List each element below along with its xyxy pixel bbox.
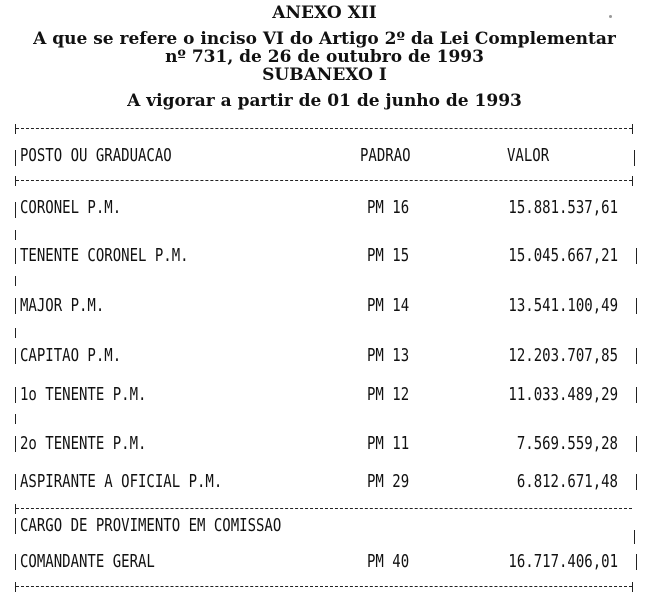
table-top-rule bbox=[16, 128, 632, 129]
right-border bbox=[634, 150, 635, 166]
row-valor: 11.033.489,29 bbox=[508, 385, 618, 405]
table-bottom-rule bbox=[16, 586, 632, 587]
section-rule bbox=[16, 508, 632, 509]
row-padrao: PM 11 bbox=[367, 434, 410, 454]
row-valor: 13.541.100,49 bbox=[508, 296, 618, 316]
right-border bbox=[636, 436, 637, 452]
row-posto: 2o TENENTE P.M. bbox=[20, 434, 147, 454]
left-border bbox=[15, 230, 16, 240]
right-border bbox=[636, 348, 637, 364]
right-border bbox=[636, 474, 637, 490]
right-border bbox=[632, 582, 633, 592]
right-border bbox=[636, 554, 637, 570]
scan-speck bbox=[609, 15, 612, 18]
right-border bbox=[632, 124, 633, 134]
row-padrao: PM 29 bbox=[367, 472, 410, 492]
left-border bbox=[15, 504, 16, 514]
col-header-padrao: PADRAO bbox=[360, 146, 411, 166]
left-border bbox=[15, 202, 16, 218]
left-border bbox=[15, 298, 16, 314]
row-posto: COMANDANTE GERAL bbox=[20, 552, 155, 572]
left-border bbox=[15, 518, 16, 534]
row-posto: ASPIRANTE A OFICIAL P.M. bbox=[20, 472, 223, 492]
annex-law-date: nº 731, de 26 de outubro de 1993 bbox=[165, 47, 484, 67]
row-padrao: PM 15 bbox=[367, 246, 410, 266]
header-bottom-rule bbox=[16, 180, 632, 181]
row-valor: 7.569.559,28 bbox=[516, 434, 618, 454]
row-padrao: PM 14 bbox=[367, 296, 410, 316]
row-padrao: PM 12 bbox=[367, 385, 410, 405]
left-border bbox=[15, 414, 16, 424]
left-border bbox=[15, 387, 16, 403]
annex-title: ANEXO XII bbox=[272, 3, 377, 23]
left-border bbox=[15, 276, 16, 286]
row-valor: 12.203.707,85 bbox=[508, 346, 618, 366]
left-border bbox=[15, 150, 16, 166]
row-padrao: PM 13 bbox=[367, 346, 410, 366]
left-border bbox=[15, 582, 16, 592]
right-border bbox=[636, 387, 637, 403]
row-posto: MAJOR P.M. bbox=[20, 296, 105, 316]
left-border bbox=[15, 554, 16, 570]
annex-reference: A que se refere o inciso VI do Artigo 2º da Lei Complementar bbox=[33, 29, 616, 49]
row-posto: 1o TENENTE P.M. bbox=[20, 385, 147, 405]
row-padrao: PM 16 bbox=[367, 198, 410, 218]
row-posto: CORONEL P.M. bbox=[20, 198, 122, 218]
col-header-valor: VALOR bbox=[507, 146, 550, 166]
row-posto: TENENTE CORONEL P.M. bbox=[20, 246, 189, 266]
effective-date: A vigorar a partir de 01 de junho de 1993 bbox=[127, 91, 522, 111]
row-valor: 15.881.537,61 bbox=[508, 198, 618, 218]
right-border bbox=[636, 298, 637, 314]
left-border bbox=[15, 348, 16, 364]
row-valor: 16.717.406,01 bbox=[508, 552, 618, 572]
row-valor: 6.812.671,48 bbox=[516, 472, 618, 492]
right-border bbox=[634, 530, 635, 544]
row-posto: CAPITAO P.M. bbox=[20, 346, 122, 366]
section-heading: CARGO DE PROVIMENTO EM COMISSAO bbox=[20, 516, 282, 536]
left-border bbox=[15, 248, 16, 264]
row-valor: 15.045.667,21 bbox=[508, 246, 618, 266]
right-border bbox=[636, 248, 637, 264]
left-border bbox=[15, 124, 16, 134]
subannex-title: SUBANEXO I bbox=[262, 65, 387, 85]
left-border bbox=[15, 474, 16, 490]
col-header-posto: POSTO OU GRADUACAO bbox=[20, 146, 172, 166]
left-border bbox=[15, 328, 16, 338]
left-border bbox=[15, 436, 16, 452]
row-padrao: PM 40 bbox=[367, 552, 410, 572]
right-border bbox=[632, 176, 633, 186]
left-border bbox=[15, 176, 16, 186]
